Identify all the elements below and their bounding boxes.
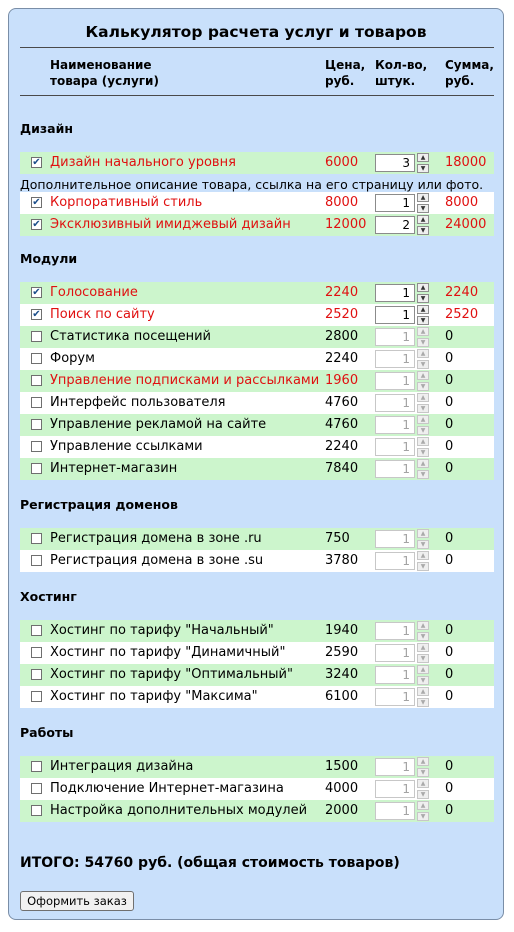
item-price: 12000 [325, 217, 367, 232]
item-price: 2520 [325, 307, 359, 322]
decrement-arrow-icon[interactable]: ▼ [417, 226, 429, 235]
increment-arrow-icon[interactable]: ▲ [417, 305, 429, 314]
item-row [20, 800, 494, 822]
item-sum: 0 [445, 667, 454, 682]
item-row [20, 458, 494, 480]
item-sum: 0 [445, 417, 454, 432]
quantity-stepper[interactable] [417, 757, 429, 777]
decrement-arrow-icon[interactable]: ▼ [417, 316, 429, 325]
header-divider-bottom [20, 95, 494, 96]
category-heading: Хостинг [20, 589, 77, 604]
increment-arrow-icon[interactable]: ▲ [417, 687, 429, 696]
item-name: Управление ссылками [50, 439, 203, 454]
quantity-input[interactable]: 1 [375, 780, 415, 798]
decrement-arrow-icon[interactable]: ▼ [417, 204, 429, 213]
item-checkbox[interactable] [31, 647, 42, 658]
item-name: Хостинг по тарифу "Максима" [50, 689, 258, 704]
item-row [20, 192, 494, 214]
quantity-stepper[interactable] [417, 551, 429, 571]
item-checkbox[interactable]: ✔ [32, 287, 41, 298]
item-row [20, 370, 494, 392]
item-checkbox[interactable] [31, 463, 42, 474]
header-name-line2: товара (услуги) [50, 74, 159, 88]
item-name: Голосование [50, 285, 138, 300]
header-divider-top [20, 47, 494, 48]
item-checkbox[interactable] [31, 533, 42, 544]
order-button[interactable]: Оформить заказ [20, 891, 134, 911]
increment-arrow-icon[interactable]: ▲ [417, 349, 429, 358]
quantity-input[interactable]: 1 [375, 438, 415, 456]
decrement-arrow-icon[interactable]: ▼ [417, 338, 429, 347]
item-price: 2000 [325, 803, 359, 818]
quantity-stepper[interactable] [417, 415, 429, 435]
item-name: Дизайн начального уровня [50, 155, 236, 170]
quantity-input[interactable]: 1 [375, 328, 415, 346]
item-name: Хостинг по тарифу "Динамичный" [50, 645, 286, 660]
increment-arrow-icon[interactable]: ▲ [417, 665, 429, 674]
item-checkbox[interactable] [31, 353, 42, 364]
item-price: 6000 [325, 155, 359, 170]
header-name-line1: Наименование [50, 58, 152, 72]
item-checkbox[interactable] [31, 625, 42, 636]
increment-arrow-icon[interactable]: ▲ [417, 193, 429, 202]
item-row [20, 756, 494, 778]
quantity-stepper[interactable] [417, 529, 429, 549]
increment-arrow-icon[interactable]: ▲ [417, 551, 429, 560]
total-text: ИТОГО: 54760 руб. (общая стоимость товаров) [20, 855, 400, 871]
item-row [20, 152, 494, 174]
increment-arrow-icon[interactable]: ▲ [417, 643, 429, 652]
item-row [20, 686, 494, 708]
item-row [20, 282, 494, 304]
item-checkbox[interactable] [31, 783, 42, 794]
item-price: 4760 [325, 417, 359, 432]
item-price: 7840 [325, 461, 359, 476]
item-checkbox[interactable] [31, 419, 42, 430]
item-name: Регистрация домена в зоне .ru [50, 531, 262, 546]
item-sum: 2240 [445, 285, 479, 300]
item-row [20, 392, 494, 414]
increment-arrow-icon[interactable]: ▲ [417, 621, 429, 630]
decrement-arrow-icon[interactable]: ▼ [417, 812, 429, 821]
quantity-input[interactable]: 1 [375, 350, 415, 368]
calculator-panel [8, 8, 504, 920]
quantity-stepper[interactable] [417, 665, 429, 685]
increment-arrow-icon[interactable]: ▲ [417, 153, 429, 162]
quantity-stepper[interactable] [417, 193, 429, 213]
item-price: 2240 [325, 439, 359, 454]
item-name: Эксклюзивный имиджевый дизайн [50, 217, 291, 232]
item-row [20, 642, 494, 664]
item-sum: 8000 [445, 195, 479, 210]
quantity-input[interactable]: 1 [375, 622, 415, 640]
quantity-input[interactable]: 1 [375, 802, 415, 820]
item-name: Интерфейс пользователя [50, 395, 226, 410]
item-name: Хостинг по тарифу "Начальный" [50, 623, 274, 638]
item-checkbox[interactable]: ✔ [32, 157, 41, 168]
decrement-arrow-icon[interactable]: ▼ [417, 360, 429, 369]
quantity-input[interactable]: 1 [375, 306, 415, 324]
item-price: 4760 [325, 395, 359, 410]
category-heading: Регистрация доменов [20, 497, 178, 512]
item-sum: 0 [445, 645, 454, 660]
header-name [50, 57, 159, 89]
item-price: 6100 [325, 689, 359, 704]
quantity-stepper[interactable] [417, 153, 429, 173]
item-sum: 0 [445, 803, 454, 818]
item-row [20, 778, 494, 800]
header-price-line2: руб. [325, 74, 355, 88]
category-heading: Дизайн [20, 121, 73, 136]
item-checkbox[interactable] [31, 397, 42, 408]
decrement-arrow-icon[interactable]: ▼ [417, 426, 429, 435]
quantity-input[interactable]: 1 [375, 284, 415, 302]
increment-arrow-icon[interactable]: ▲ [417, 215, 429, 224]
item-name: Хостинг по тарифу "Оптимальный" [50, 667, 293, 682]
increment-arrow-icon[interactable]: ▲ [417, 393, 429, 402]
quantity-input[interactable]: 1 [375, 666, 415, 684]
header-sum-line2: руб. [445, 74, 475, 88]
quantity-stepper[interactable] [417, 437, 429, 457]
item-sum: 0 [445, 461, 454, 476]
quantity-stepper[interactable] [417, 779, 429, 799]
quantity-stepper[interactable] [417, 459, 429, 479]
item-name: Регистрация домена в зоне .su [50, 553, 264, 568]
header-qty-line2: штук. [375, 74, 416, 88]
item-sum: 24000 [445, 217, 487, 232]
item-price: 3240 [325, 667, 359, 682]
item-sum: 0 [445, 395, 454, 410]
decrement-arrow-icon[interactable]: ▼ [417, 404, 429, 413]
item-row [20, 304, 494, 326]
decrement-arrow-icon[interactable]: ▼ [417, 164, 429, 173]
item-name: Интернет-магазин [50, 461, 178, 476]
increment-arrow-icon[interactable]: ▲ [417, 371, 429, 380]
increment-arrow-icon[interactable]: ▲ [417, 801, 429, 810]
decrement-arrow-icon[interactable]: ▼ [417, 382, 429, 391]
item-price: 3780 [325, 553, 359, 568]
quantity-input[interactable]: 1 [375, 194, 415, 212]
quantity-stepper[interactable] [417, 643, 429, 663]
quantity-input[interactable]: 1 [375, 552, 415, 570]
item-checkbox[interactable]: ✔ [32, 219, 41, 230]
item-sum: 0 [445, 373, 454, 388]
increment-arrow-icon[interactable]: ▲ [417, 779, 429, 788]
item-row [20, 550, 494, 572]
header-qty-line1: Кол-во, [375, 58, 428, 72]
increment-arrow-icon[interactable]: ▲ [417, 283, 429, 292]
increment-arrow-icon[interactable]: ▲ [417, 327, 429, 336]
item-name: Подключение Интернет-магазина [50, 781, 284, 796]
quantity-input[interactable]: 1 [375, 530, 415, 548]
decrement-arrow-icon[interactable]: ▼ [417, 294, 429, 303]
quantity-stepper[interactable] [417, 687, 429, 707]
item-sum: 0 [445, 439, 454, 454]
decrement-arrow-icon[interactable]: ▼ [417, 470, 429, 479]
item-price: 1500 [325, 759, 359, 774]
item-row [20, 436, 494, 458]
item-row [20, 528, 494, 550]
item-row [20, 214, 494, 236]
decrement-arrow-icon[interactable]: ▼ [417, 448, 429, 457]
item-checkbox[interactable] [31, 761, 42, 772]
item-name: Корпоративный стиль [50, 195, 203, 210]
category-heading: Модули [20, 251, 78, 266]
quantity-stepper[interactable] [417, 801, 429, 821]
decrement-arrow-icon[interactable]: ▼ [417, 698, 429, 707]
quantity-stepper[interactable] [417, 283, 429, 303]
quantity-stepper[interactable] [417, 621, 429, 641]
item-name: Поиск по сайту [50, 307, 155, 322]
item-sum: 18000 [445, 155, 487, 170]
quantity-input[interactable]: 1 [375, 688, 415, 706]
decrement-arrow-icon[interactable]: ▼ [417, 790, 429, 799]
item-name: Форум [50, 351, 95, 366]
item-checkbox[interactable] [31, 331, 42, 342]
item-checkbox[interactable] [31, 805, 42, 816]
item-checkbox[interactable] [31, 441, 42, 452]
item-checkbox[interactable]: ✔ [32, 197, 41, 208]
quantity-input[interactable]: 1 [375, 372, 415, 390]
item-sum: 0 [445, 351, 454, 366]
header-sum-line1: Сумма, [445, 58, 494, 72]
header-price [325, 57, 365, 89]
item-sum: 0 [445, 781, 454, 796]
decrement-arrow-icon[interactable]: ▼ [417, 632, 429, 641]
item-price: 8000 [325, 195, 359, 210]
item-checkbox[interactable]: ✔ [32, 309, 41, 320]
increment-arrow-icon[interactable]: ▲ [417, 529, 429, 538]
item-name: Управление рекламой на сайте [50, 417, 267, 432]
item-sum: 0 [445, 759, 454, 774]
item-sum: 0 [445, 531, 454, 546]
item-row [20, 414, 494, 436]
item-price: 4000 [325, 781, 359, 796]
quantity-input[interactable]: 1 [375, 460, 415, 478]
item-sum: 2520 [445, 307, 479, 322]
calculator-title: Калькулятор расчета услуг и товаров [85, 23, 427, 41]
increment-arrow-icon[interactable]: ▲ [417, 415, 429, 424]
decrement-arrow-icon[interactable]: ▼ [417, 562, 429, 571]
item-description: Дополнительное описание товара, ссылка на его страницу или фото. [20, 177, 484, 192]
item-sum: 0 [445, 553, 454, 568]
quantity-input[interactable]: 1 [375, 416, 415, 434]
quantity-input[interactable]: 1 [375, 644, 415, 662]
item-price: 1940 [325, 623, 359, 638]
item-price: 750 [325, 531, 350, 546]
quantity-stepper[interactable] [417, 327, 429, 347]
item-checkbox[interactable] [31, 691, 42, 702]
item-sum: 0 [445, 329, 454, 344]
item-price: 1960 [325, 373, 359, 388]
increment-arrow-icon[interactable]: ▲ [417, 757, 429, 766]
decrement-arrow-icon[interactable]: ▼ [417, 540, 429, 549]
item-row [20, 664, 494, 686]
quantity-stepper[interactable] [417, 371, 429, 391]
item-price: 2590 [325, 645, 359, 660]
item-sum: 0 [445, 689, 454, 704]
quantity-input[interactable]: 2 [375, 216, 415, 234]
header-price-line1: Цена, [325, 58, 366, 72]
increment-arrow-icon[interactable]: ▲ [417, 459, 429, 468]
quantity-stepper[interactable] [417, 305, 429, 325]
quantity-input[interactable]: 1 [375, 758, 415, 776]
item-name: Настройка дополнительных модулей [50, 803, 308, 818]
item-price: 2240 [325, 351, 359, 366]
decrement-arrow-icon[interactable]: ▼ [417, 768, 429, 777]
item-name: Интеграция дизайна [50, 759, 194, 774]
item-checkbox[interactable] [31, 375, 42, 386]
header-sum [445, 57, 494, 89]
decrement-arrow-icon[interactable]: ▼ [417, 654, 429, 663]
quantity-stepper[interactable] [417, 215, 429, 235]
quantity-input[interactable]: 3 [375, 154, 415, 172]
item-row [20, 620, 494, 642]
item-price: 2240 [325, 285, 359, 300]
item-name: Статистика посещений [50, 329, 211, 344]
quantity-input[interactable]: 1 [375, 394, 415, 412]
item-name: Управление подписками и рассылками [50, 373, 320, 388]
item-price: 2800 [325, 329, 359, 344]
increment-arrow-icon[interactable]: ▲ [417, 437, 429, 446]
quantity-stepper[interactable] [417, 393, 429, 413]
quantity-stepper[interactable] [417, 349, 429, 369]
item-row [20, 348, 494, 370]
item-row [20, 326, 494, 348]
decrement-arrow-icon[interactable]: ▼ [417, 676, 429, 685]
item-checkbox[interactable] [31, 555, 42, 566]
item-sum: 0 [445, 623, 454, 638]
category-heading: Работы [20, 725, 74, 740]
header-qty [375, 57, 427, 89]
item-checkbox[interactable] [31, 669, 42, 680]
